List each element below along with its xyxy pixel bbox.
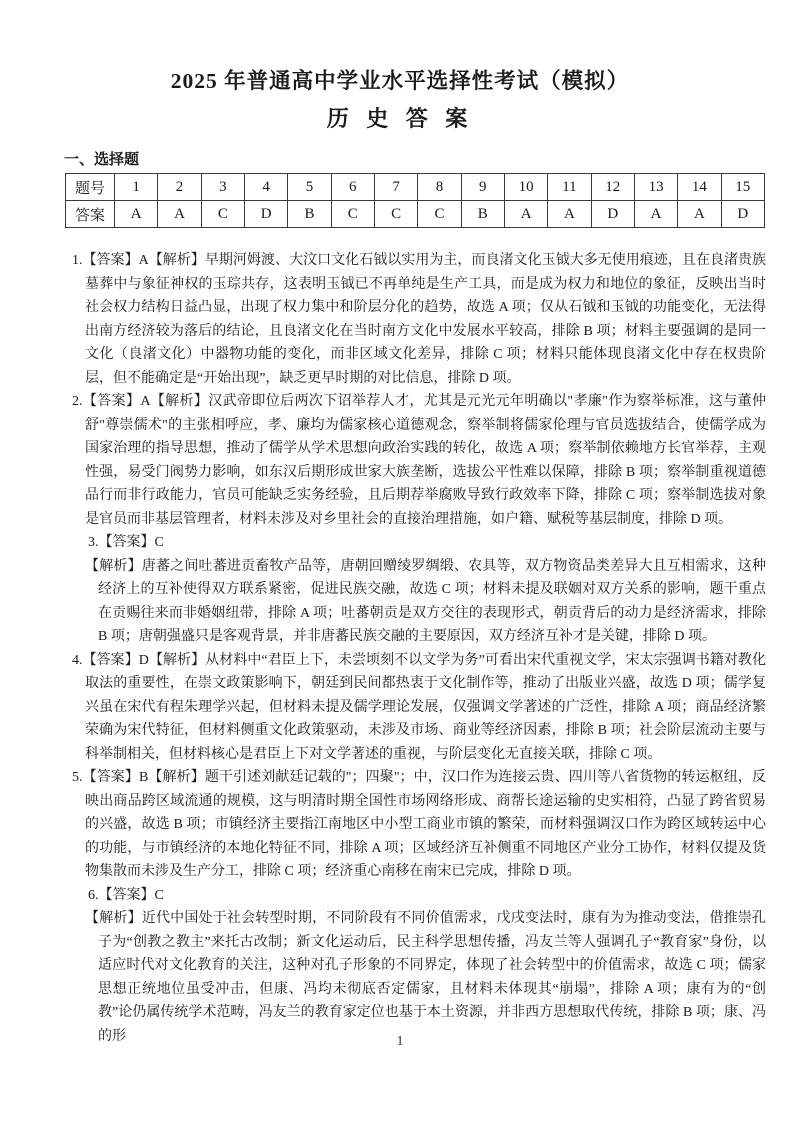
question-number-cell: 1 xyxy=(115,174,158,201)
question-number-cell: 10 xyxy=(504,174,547,201)
answer-cell: D xyxy=(721,201,764,228)
answer-cell: C xyxy=(331,201,374,228)
document-title-line2: 历 史 答 案 xyxy=(326,106,474,131)
question-number-cell: 8 xyxy=(418,174,461,201)
answer-cell: B xyxy=(461,201,504,228)
document-title-line1: 2025 年普通高中学业水平选择性考试（模拟） xyxy=(170,69,630,93)
question-number-cell: 2 xyxy=(158,174,201,201)
section-heading: 一、选择题 xyxy=(64,152,140,168)
question-number-cell: 4 xyxy=(244,174,287,201)
question-number-row xyxy=(66,174,765,201)
answer-cell: C xyxy=(201,201,244,228)
question-number-cell: 11 xyxy=(548,174,591,201)
answer-cell: A xyxy=(634,201,677,228)
row-label-cell: 答案 xyxy=(66,201,115,228)
question-number-cell: 15 xyxy=(721,174,764,201)
question-number-cell: 6 xyxy=(331,174,374,201)
answer-cell: A xyxy=(504,201,547,228)
question-number-cell: 13 xyxy=(634,174,677,201)
explanation-4: 4.【答案】D【解析】从材料中“君臣上下，未尝顷刻不以文学为务”可看出宋代重视文学，宋太宗强调书籍对教化取法的重要性，在崇文政策影响下，朝廷到民间都热衷于文化制作等，推动了出版业兴盛，故选 D 项；儒学复兴虽在宋代有程朱理学兴起，但材料未提及儒学理论发展，仅强调文学著述的广泛性，排除 A 项；商品经济繁荣确为宋代特征，但材料侧重文化政策驱动，未涉及市场、商业等经济因素，排除 B 项；社会阶层流动主要与科举制相关，但材料核心是君臣上下对文学著述的重视，与阶层变化无直接关联，排除 C 项。 xyxy=(72,652,766,762)
question-number-cell: 14 xyxy=(678,174,721,201)
explanation-1: 1.【答案】A【解析】早期河姆渡、大汶口文化石钺以实用为主，而良渚文化玉钺大多无使用痕迹，且在良渚贵族墓葬中与象征神权的玉琮共存，这表明玉钺已不再单纯是生产工具，而是成为权力和地位的象征，反映出当时社会权力结构日益凸显，出现了权力集中和阶层分化的趋势，故选 A 项；仅从石钺和玉钺的功能变化，无法得出南方经济较为落后的结论，且良渚文化在当时南方文化中发展水平较高，排除 B 项；材料主要强调的是同一文化（良渚文化）中器物功能的变化，而非区域文化差异，排除 C 项；材料只能体现良渚文化中存在权贵阶层，但不能确定是“开始出现”，缺乏更早时期的对比信息，排除 D 项。 xyxy=(72,253,766,386)
explanation-5: 5.【答案】B【解析】题干引述刘献廷记载的"；四聚"；中，汉口作为连接云贵、四川等八省货物的转运枢纽，反映出商品跨区域流通的规模，这与明清时期全国性市场网络形成、商帮长途运输的史实相符，凸显了跨省贸易的兴盛，故选 B 项；市镇经济主要指江南地区中小型工商业市镇的繁荣，而材料强调汉口作为跨区域转运中心的功能，与市镇经济的本地化特征不同，排除 A 项；区域经济互补侧重不同地区产业分工协作，材料仅提及货物集散而未涉及生产分工，排除 C 项；经济重心南移在南宋已完成，排除 D 项。 xyxy=(72,770,766,879)
question-number-cell: 12 xyxy=(591,174,634,201)
explanations-section xyxy=(72,249,766,1048)
answer-cell: C xyxy=(418,201,461,228)
answer-row xyxy=(66,201,765,228)
row-label-cell: 题号 xyxy=(66,174,115,201)
explanation-6-analysis: 【解析】近代中国处于社会转型时期，不同阶段有不同价值需求，戊戌变法时，康有为为推动变法，借推崇孔子为“创教之教主”来托古改制；新文化运动后，民主科学思想传播，冯友兰等人强调孔子“教育家”身份，以适应时代对文化教育的关注，这种对孔子形象的不同界定，体现了社会转型中的价值需求，故选 C 项；儒家思想正统地位虽受冲击，但康、冯均未彻底否定儒家，且材料未体现其“崩塌”，排除 A 项；康有为的“创教”论仍属传统学术范畴，冯友兰的教育家定位也基于本土资源，并非西方思想取代传统，排除 B 项；康、冯的形 xyxy=(85,911,766,1044)
answer-cell: A xyxy=(158,201,201,228)
page-number: 1 xyxy=(396,1034,404,1049)
answer-cell: C xyxy=(374,201,417,228)
question-number-cell: 7 xyxy=(374,174,417,201)
question-number-cell: 9 xyxy=(461,174,504,201)
answer-cell: D xyxy=(591,201,634,228)
answer-cell: A xyxy=(548,201,591,228)
answer-cell: A xyxy=(678,201,721,228)
answer-table xyxy=(65,173,765,228)
explanation-6-answer: 6.【答案】C xyxy=(88,887,164,903)
explanation-3-analysis: 【解析】唐蕃之间吐蕃进贡畜牧产品等，唐朝回赠绫罗绸缎、农具等，双方物资品类差异大且互相需求，这种经济上的互补使得双方联系紧密，促进民族交融，故选 C 项；材料未提及联姻对双方关系的影响，题干重点在贡赐往来而非婚姻纽带，排除 A 项；吐蕃朝贡是双方交往的表现形式，朝贡背后的动力是经济需求，排除 B 项；唐朝强盛只是客观背景，并非唐蕃民族交融的主要原因，双方经济互补才是关键，排除 D 项。 xyxy=(85,558,766,644)
answer-cell: A xyxy=(115,201,158,228)
question-number-cell: 3 xyxy=(201,174,244,201)
question-number-cell: 5 xyxy=(288,174,331,201)
answer-cell: B xyxy=(288,201,331,228)
explanation-2: 2.【答案】A【解析】汉武帝即位后两次下诏举荐人才，尤其是元光元年明确以"孝廉"作为察举标准，这与董仲舒"尊崇儒术"的主张相呼应，孝、廉均为儒家核心道德观念，察举制将儒家伦理与官员选拔结合，使儒学成为国家治理的指导思想，推动了儒学从学术思想向政治实践的转化，故选 A 项；察举制依赖地方长官举荐，主观性强，易受门阀势力影响，如东汉后期形成世家大族垄断，选拔公平性难以保障，排除 B 项；察举制重视道德品行而非行政能力，官员可能缺乏实务经验，且后期荐举腐败导致行政效率下降，排除 C 项；察举制选拔对象是官员而非基层管理者，材料未涉及对乡里社会的直接治理措施，如户籍、赋税等基层制度，排除 D 项。 xyxy=(72,394,766,527)
answer-cell: D xyxy=(244,201,287,228)
explanation-3-answer: 3.【答案】C xyxy=(88,535,164,550)
